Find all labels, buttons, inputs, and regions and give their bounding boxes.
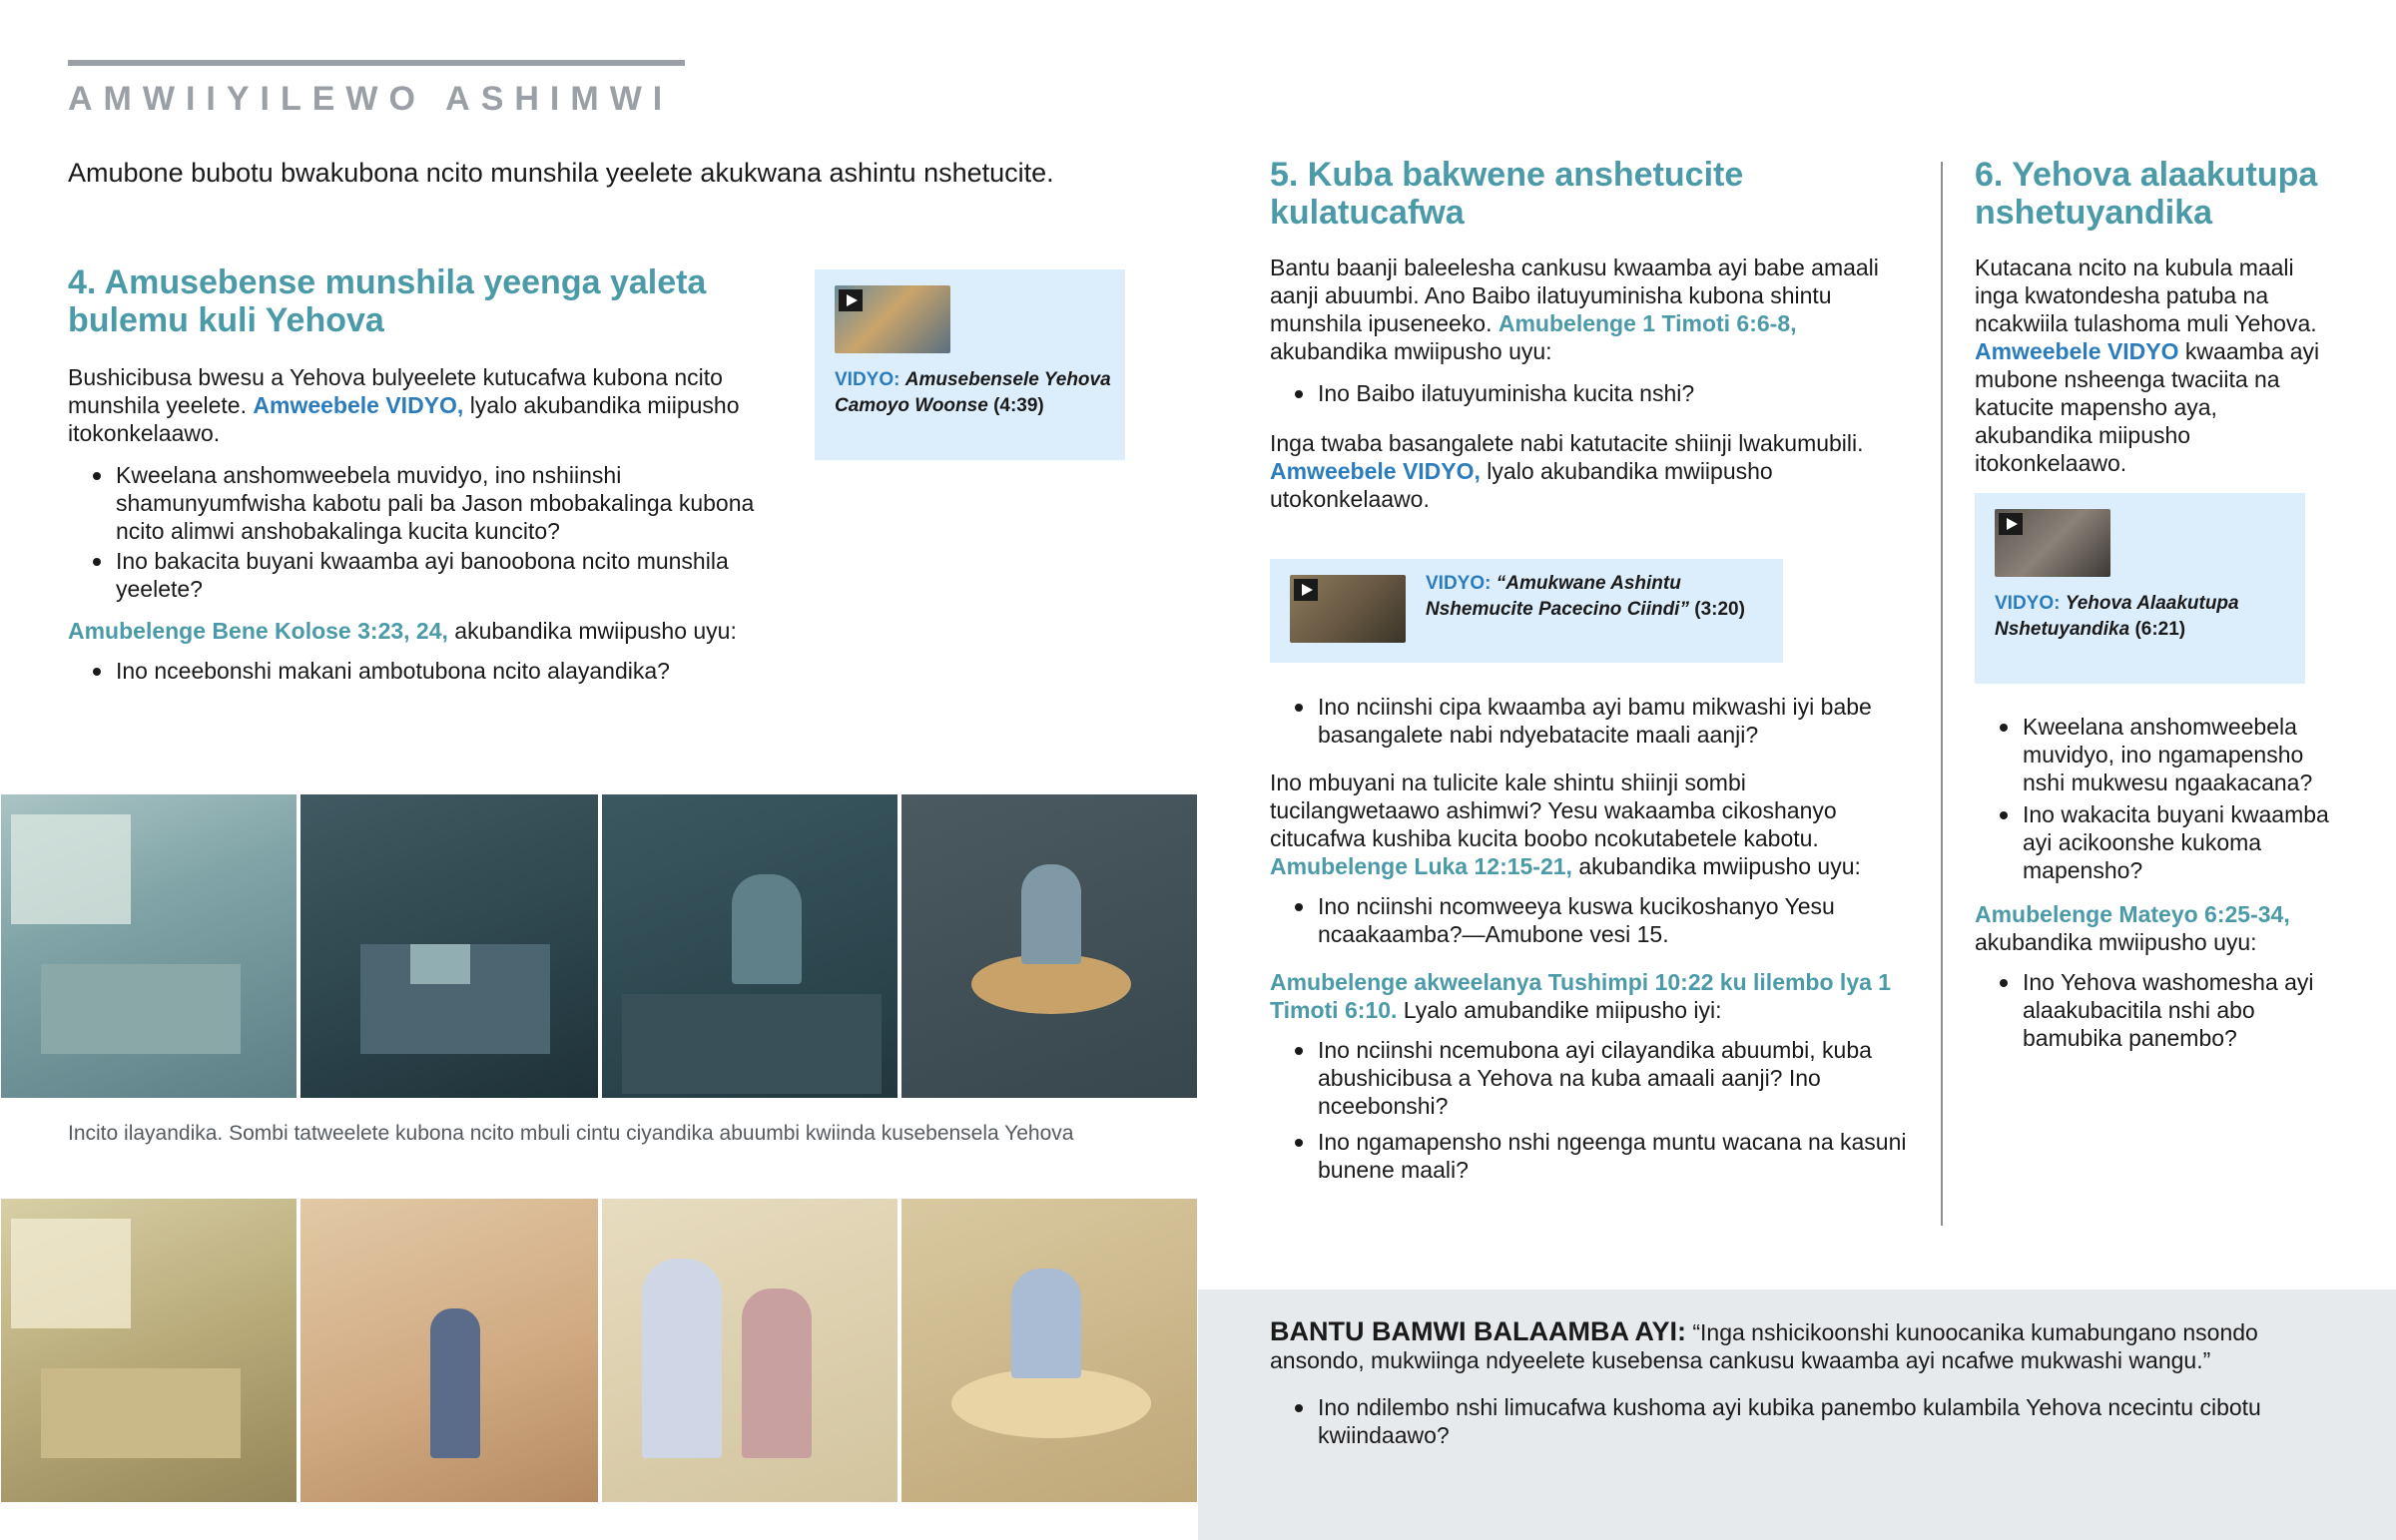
section-5-para2-start: Inga twaba basangalete nabi katutacite shiinji lwakumubili. xyxy=(1270,430,1864,456)
video-thumbnail[interactable] xyxy=(1995,509,2110,577)
video-thumbnail[interactable] xyxy=(1290,575,1406,643)
desk-shape xyxy=(622,994,882,1094)
section-5-paragraph-4 xyxy=(1270,968,1915,1024)
section-5-scripture-link-3[interactable]: Amubelenge akweelanya Tushimpi 10:22 ku lilembo lya 1 Timoti 6:10. xyxy=(1270,969,1892,1023)
section-6-heading-line2: nshetuyandika xyxy=(1975,194,2213,232)
list-item: Ino bakacita buyani kwaamba ayi banoobona ncito munshila yeelete? xyxy=(68,547,767,603)
window-shape xyxy=(11,814,131,924)
section-6-heading xyxy=(1975,156,2334,232)
video-time: (6:21) xyxy=(2134,619,2186,640)
section-5-paragraph-3 xyxy=(1270,769,1915,880)
section-6-paragraph xyxy=(1975,254,2334,477)
video-label: VIDYO: xyxy=(835,369,900,390)
section-5-para4-end: Lyalo amubandike miipusho iyi: xyxy=(1397,997,1722,1023)
section-4-bullets-a xyxy=(68,461,767,603)
section-5-scripture-link-2[interactable]: Amubelenge Luka 12:15-21, xyxy=(1270,853,1572,879)
quote-text xyxy=(1270,1317,2348,1374)
quote-label: BANTU BAMWI BALAAMBA AYI: xyxy=(1270,1316,1686,1346)
section-5-para3-start: Ino mbuyani na tulicite kale shintu shiinji sombi tucilangwetaawo ashimwi? Yesu wakaamba cikoshanyo citucafwa kushiba kucita boobo ncokutabetele kabotu. xyxy=(1270,770,1837,851)
section-5-scripture-link-1[interactable]: Amubelenge 1 Timoti 6:6-8, xyxy=(1498,310,1797,336)
section-4-heading-line1: 4. Amusebense munshila yeenga yaleta xyxy=(68,263,707,301)
section-6-para-start: Kutacana ncito na kubula maali inga kwatondesha patuba na ncakwiila tulashoma muli Yehova. xyxy=(1975,255,2317,336)
illustration-top-2 xyxy=(300,793,599,1099)
illustration-bottom-2 xyxy=(300,1198,599,1503)
illustration-top-1 xyxy=(0,793,298,1099)
section-4-para-start: Bushicibusa bwesu a Yehova bulyeelete kutucafwa kubona ncito munshila yeelete. xyxy=(68,364,723,418)
list-item: Ino ngamapensho nshi ngeenga muntu wacana na kasuni bunene maali? xyxy=(1270,1128,1915,1184)
section-4-para-end: lyalo akubandika miipusho itokonkelaawo. xyxy=(68,392,740,446)
video-caption xyxy=(1426,571,1755,623)
illustration-bottom-1 xyxy=(0,1198,298,1503)
section-4-video-box[interactable] xyxy=(815,269,1125,460)
illustration-top-4 xyxy=(900,793,1198,1099)
section-6-video-link[interactable]: Amweebele VIDYO xyxy=(1975,338,2179,364)
window-shape xyxy=(11,1219,131,1328)
video-title: Yehova Alaakutupa Nshetuyandika xyxy=(1995,593,2239,640)
section-6-read-end: akubandika mwiipusho uyu: xyxy=(1975,929,2257,955)
section-6-bullets-a xyxy=(1975,713,2334,884)
quote-body: “Inga nshicikoonshi kunoocanika kumabungano nsondo ansondo, mukwiinga ndyeelete kusebensa cankusu kwaamba ayi ncafwe mukwashi wangu.” xyxy=(1270,1319,2258,1373)
section-5-bullets-b xyxy=(1270,693,1915,749)
video-caption xyxy=(1995,591,2294,643)
quote-bullets xyxy=(1270,1393,2348,1451)
list-item: Ino nceebonshi makani ambotubona ncito alayandika? xyxy=(68,657,767,685)
section-5-continued xyxy=(1270,693,1915,1186)
list-item: Ino nciinshi cipa kwaamba ayi bamu mikwashi iyi babe basangalete nabi ndyebatacite maali aanji? xyxy=(1270,693,1915,749)
desk-shape xyxy=(41,1368,241,1458)
section-5 xyxy=(1270,156,1915,513)
section-5-video-box[interactable] xyxy=(1270,559,1783,663)
person-shape xyxy=(742,1288,812,1458)
section-4-scripture-link[interactable]: Amubelenge Bene Kolose 3:23, 24, xyxy=(68,618,448,644)
section-6-bullets-b xyxy=(1975,968,2334,1052)
person-shape xyxy=(642,1259,722,1458)
illustration-top-3 xyxy=(601,793,898,1099)
section-5-heading-line2: kulatucafwa xyxy=(1270,194,1465,232)
section-5-bullets-c xyxy=(1270,892,1915,948)
person-shape xyxy=(1011,1269,1081,1378)
section-5-bullets-d xyxy=(1270,1036,1915,1184)
intro-text: Amubone bubotu bwakubona ncito munshila yeelete akukwana ashintu nshetucite. xyxy=(68,158,1054,188)
section-4-read-end: akubandika mwiipusho uyu: xyxy=(447,618,737,644)
section-5-paragraph-2 xyxy=(1270,429,1915,513)
section-4 xyxy=(68,263,767,687)
section-4-heading-line2: bulemu kuli Yehova xyxy=(68,301,384,339)
section-5-bullets-a xyxy=(1270,379,1915,407)
section-4-read-line xyxy=(68,617,767,645)
section-5-para1-start: Bantu baanji baleelesha cankusu kwaamba ayi babe amaali aanji abuumbi. Ano Baibo ilatuyuminisha kubona shintu munshila ipuseneeko. xyxy=(1270,255,1879,336)
list-item: Ino nciinshi ncomweeya kuswa kucikoshanyo Yesu ncaakaamba?—Amubone vesi 15. xyxy=(1270,892,1915,948)
video-time: (3:20) xyxy=(1694,599,1745,620)
column-divider xyxy=(1941,162,1943,1226)
section-6-scripture-link[interactable]: Amubelenge Mateyo 6:25-34, xyxy=(1975,901,2290,927)
section-label: AMWIIYILEWO ASHIMWI xyxy=(68,80,674,118)
list-item: Kweelana anshomweebela muvidyo, ino ngamapensho nshi mukwesu ngaakacana? xyxy=(1975,713,2334,796)
section-4-heading xyxy=(68,263,767,339)
section-6 xyxy=(1975,156,2334,477)
list-item: Ino nciinshi ncemubona ayi cilayandika abuumbi, kuba abushicibusa a Yehova na kuba amaali aanji? Ino nceebonshi? xyxy=(1270,1036,1915,1120)
video-time: (4:39) xyxy=(993,395,1044,416)
section-6-para-end: kwaamba ayi mubone nsheenga twaciita na katucite mapensho aya, akubandika miipusho itokonkelaawo. xyxy=(1975,338,2320,476)
section-4-video-link[interactable]: Amweebele VIDYO, xyxy=(253,392,464,418)
list-item: Kweelana anshomweebela muvidyo, ino nshiinshi shamunyumfwisha kabotu pali ba Jason mbobakalinga kubona ncito alimwi anshobakalinga kucita kuncito? xyxy=(68,461,767,545)
list-item: Ino Yehova washomesha ayi alaakubacitila nshi abo bamubika panembo? xyxy=(1975,968,2334,1052)
video-title: Amusebensele Yehova Camoyo Woonse xyxy=(835,369,1111,416)
section-5-heading-line1: 5. Kuba bakwene anshetucite xyxy=(1270,156,1744,194)
section-6-heading-line1: 6. Yehova alaakutupa xyxy=(1975,156,2318,194)
section-4-bullets-b xyxy=(68,657,767,685)
section-6-continued xyxy=(1975,713,2334,1054)
illustration-bottom-3 xyxy=(601,1198,898,1503)
person-shape xyxy=(1021,864,1081,964)
list-item: Ino Baibo ilatuyuminisha kucita nshi? xyxy=(1270,379,1915,407)
video-label: VIDYO: xyxy=(1995,593,2061,614)
video-caption xyxy=(835,367,1119,419)
table-shape xyxy=(951,1368,1151,1438)
section-6-read-line xyxy=(1975,900,2334,956)
illustration-caption: Incito ilayandika. Sombi tatweelete kubona ncito mbuli cintu ciyandika abuumbi kwiinda kusebensela Yehova xyxy=(68,1122,1074,1145)
screen-glow xyxy=(410,944,470,984)
section-5-heading xyxy=(1270,156,1915,232)
list-item: Ino ndilembo nshi limucafwa kushoma ayi kubika panembo kulambila Yehova ncecintu cibotu kwiindaawo? xyxy=(1270,1393,2348,1449)
header-rule xyxy=(68,60,685,66)
video-title: “Amukwane Ashintu Nshemucite Pacecino Ciindi” xyxy=(1426,573,1689,620)
section-5-para2-end: lyalo akubandika mwiipusho utokonkelaawo. xyxy=(1270,458,1773,512)
person-shape xyxy=(430,1308,480,1458)
quote-box xyxy=(1198,1289,2396,1540)
section-6-video-box[interactable] xyxy=(1975,493,2305,684)
play-icon xyxy=(839,289,863,311)
desk-shape xyxy=(41,964,241,1054)
section-5-video-link[interactable]: Amweebele VIDYO, xyxy=(1270,458,1481,484)
section-5-para3-end: akubandika mwiipusho uyu: xyxy=(1571,853,1861,879)
section-5-para1-end: akubandika mwiipusho uyu: xyxy=(1270,338,1552,364)
video-thumbnail[interactable] xyxy=(835,285,950,353)
play-icon xyxy=(1294,579,1318,601)
video-label: VIDYO: xyxy=(1426,573,1492,594)
person-shape xyxy=(732,874,802,984)
play-icon xyxy=(1999,513,2023,535)
illustration-bottom-4 xyxy=(900,1198,1198,1503)
section-5-paragraph-1 xyxy=(1270,254,1915,365)
section-4-paragraph xyxy=(68,363,767,447)
list-item: Ino wakacita buyani kwaamba ayi acikoonshe kukoma mapensho? xyxy=(1975,800,2334,884)
